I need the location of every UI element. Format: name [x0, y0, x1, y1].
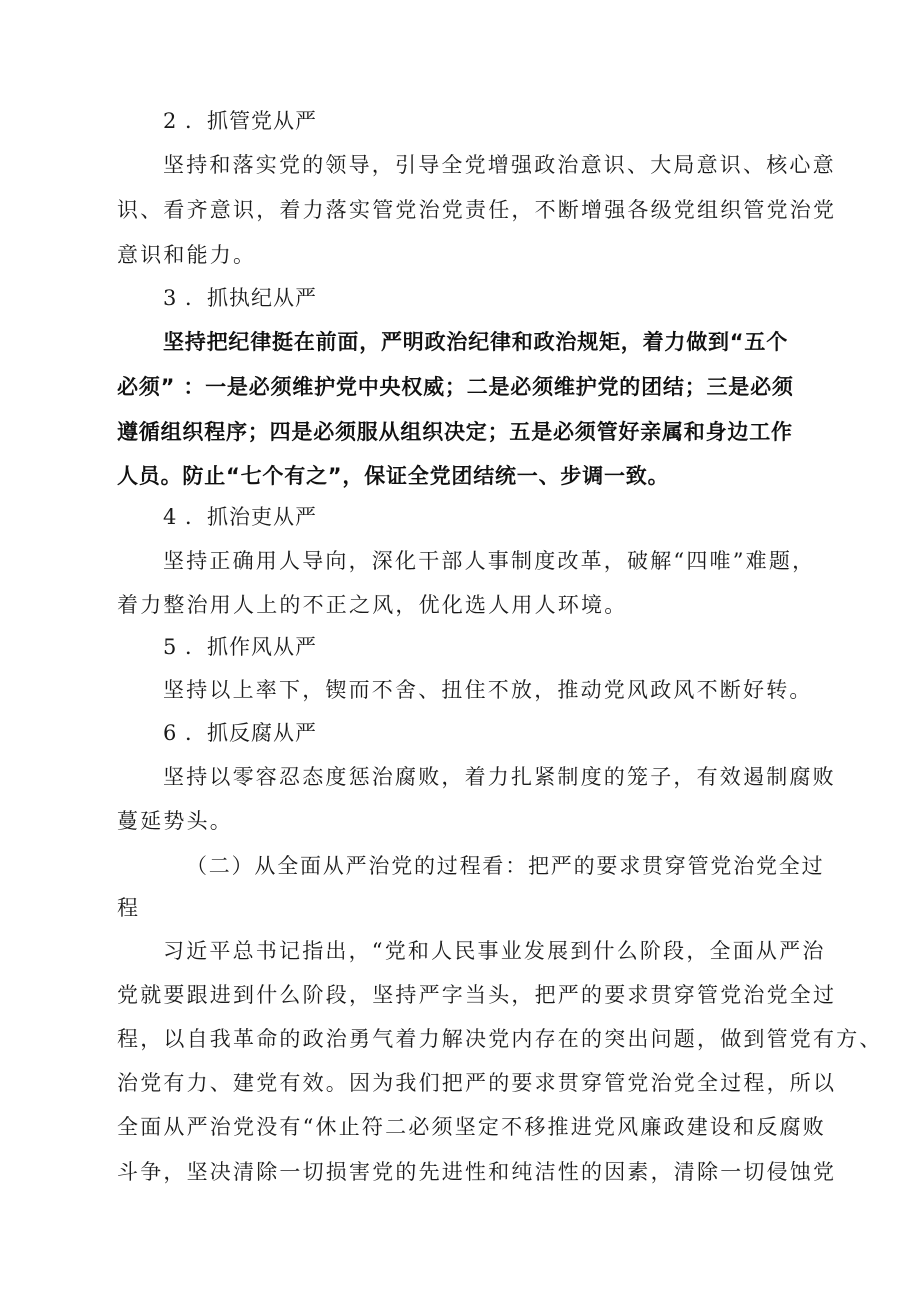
item-heading-4: 4 ．抓治吏从严 — [163, 505, 318, 529]
item-body-line: 蔓延势头。 — [117, 809, 233, 833]
item-body-line: 识、看齐意识，着力落实管党治党责任，不断增强各级党组织管党治党 — [117, 198, 837, 222]
paragraph-line: 全面从严治党没有“休止符二必须坚定不移推进党风廉政建设和反腐败 — [117, 1115, 826, 1139]
item-body-line: 坚持以上率下，锲而不舍、扭住不放，推动党风政风不断好转。 — [163, 678, 813, 702]
item-heading-2: 2 ．抓管党从严 — [163, 109, 318, 133]
item-body-line: 坚持以零容忍态度惩治腐败，着力扎紧制度的笼子，有效遏制腐败 — [163, 765, 836, 789]
item-body-line: 坚持和落实党的领导，引导全党增强政治意识、大局意识、核心意 — [163, 153, 836, 177]
section-heading: （二）从全面从严治党的过程看：把严的要求贯穿管党治党全过 — [186, 854, 825, 878]
item-body-line-bold: 遵循组织程序；四是必须服从组织决定；五是必须管好亲属和身边工作 — [117, 420, 793, 444]
paragraph-line: 治党有力、建党有效。因为我们把严的要求贯穿管党治党全过程，所以 — [117, 1071, 837, 1095]
paragraph-line: 程，以自我革命的政治勇气着力解决党内存在的突出问题，做到管党有方、 — [117, 1027, 883, 1051]
item-heading-5: 5 ．抓作风从严 — [163, 635, 318, 659]
paragraph-line: 党就要跟进到什么阶段，坚持严字当头，把严的要求贯穿管党治党全过 — [117, 983, 837, 1007]
item-body-line: 意识和能力。 — [117, 243, 257, 267]
section-heading-continued: 程 — [117, 896, 140, 920]
paragraph-line: 斗争，坚决清除一切损害党的先进性和纯洁性的因素，清除一切侵蚀党 — [117, 1160, 837, 1184]
item-body-line-bold: 必须” ：一是必须维护党中央权威；二是必须维护党的团结；三是必须 — [117, 375, 794, 399]
paragraph-line: 习近平总书记指出，“党和人民事业发展到什么阶段，全面从严治 — [163, 939, 826, 963]
item-heading-6: 6 ．抓反腐从严 — [163, 721, 318, 745]
item-body-line-bold: 坚持把纪律挺在前面，严明政治纪律和政治规矩，着力做到“五个 — [163, 330, 788, 354]
item-body-line: 坚持正确用人导向，深化干部人事制度改革，破解“四唯”难题， — [163, 549, 816, 573]
item-heading-3: 3 ．抓执纪从严 — [163, 286, 318, 310]
item-body-line-bold: 人员。防止“七个有之”，保证全党团结统一、步调一致。 — [117, 464, 670, 488]
item-body-line: 着力整治用人上的不正之风，优化选人用人环境。 — [117, 593, 628, 617]
